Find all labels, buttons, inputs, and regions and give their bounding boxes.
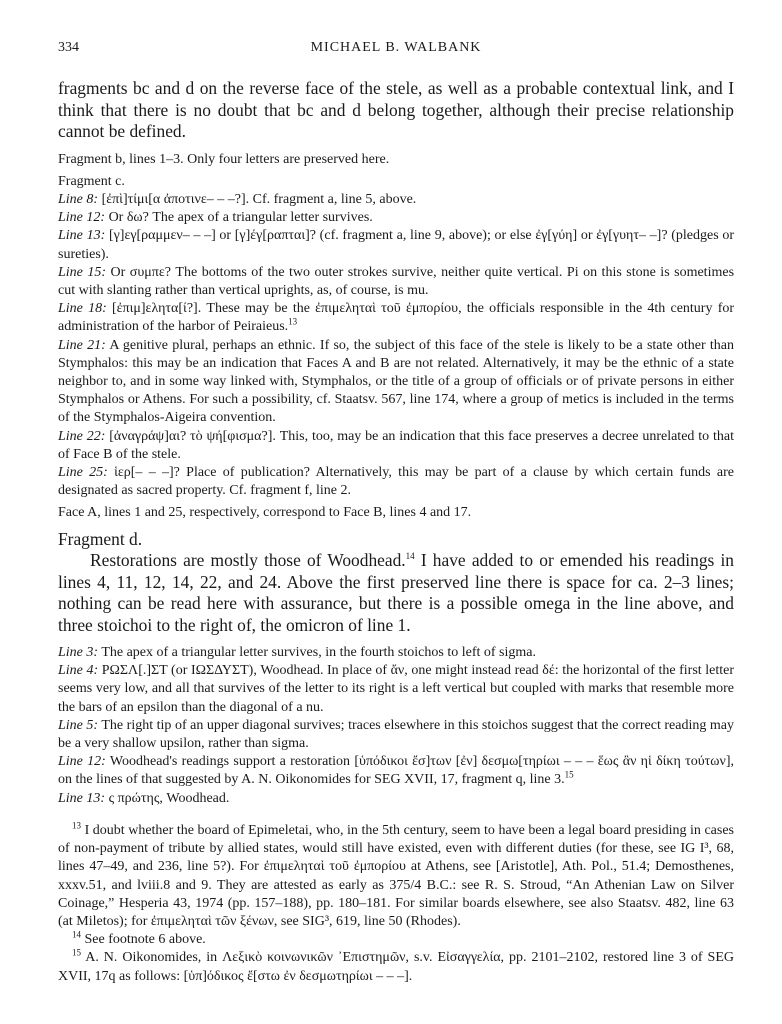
line-note: Line 13: ς πρώτης, Woodhead. — [58, 790, 230, 806]
line-note: Line 18: [ἐπιμ]ελητα[ί?]. These may be the ἐπιμεληταὶ τοῦ ἐμπορίου, the officials responsible in the 4th century for administration of the harbor of Peiraieus.$^{13}$ — [58, 301, 735, 335]
footnote-ref[interactable]: 14 — [405, 551, 415, 562]
fragment-d-notes — [58, 644, 734, 808]
fragment-c-notes — [58, 191, 734, 500]
face-correspondence-note: Face A, lines 1 and 25, respectively, correspond to Face B, lines 4 and 17. — [58, 505, 472, 521]
fragment-d-heading: Fragment d. — [58, 528, 143, 549]
line-note: Line 25: ἱερ[– – –]? Place of publication? Alternatively, this may be part of a clause by which certain funds are designated as sacred property. Cf. fragment f, line 2. — [58, 464, 734, 499]
page-header — [58, 40, 734, 64]
line-note: Line 3: The apex of a triangular letter survives, in the fourth stoichos to left of sigma. — [58, 645, 536, 661]
footnote-ref[interactable]: 13 — [288, 316, 298, 327]
line-note: Line 15: Or συμπε? The bottoms of the two outer strokes survive, neither quite vertical. Pi on this stone is sometimes cut with slanting rather than vertical uprights, as, of course, is mu. — [58, 264, 735, 298]
line-note: Line 8: [ἐπὶ]τίμι[α ἀποτινε– – –?]. Cf. fragment a, line 5, above. — [58, 191, 417, 207]
line-note: Line 22: [ἀναγράψ]αι? τὸ ψή[φισμα?]. This, too, may be an indication that this face preserves a decree unrelated to that of Face B of the stele. — [58, 428, 734, 462]
line-note: Line 12: Or δω? The apex of a triangular letter survives. — [58, 210, 373, 226]
fragment-d-paragraph: Restorations are mostly those of Woodhead.$^{14}$ I have added to or emended his readings in lines 4, 11, 12, 14, 22, and 24. Above the first preserved line there is space for ca. 2–3 lines; nothing can be read here with assurance, but there is a possible omega in the line above, and three stoichoi to the right of, the omicron of line 1. — [58, 550, 734, 635]
line-note: Line 21: A genitive plural, perhaps an ethnic. If so, the subject of this face of the stele is likely to be a state other than Stymphalos: this may be an indication that Faces A and B are not related. Alternatively, it may be the ethnic of a state neighbor to, and in some way linked with, Stymphalos, or the title of a group of officials or of private persons in either Stymphalos or Athens. For such a possibility, cf. Staatsv. 567, line 174, where a group of metics is included in the terms of the Stymphalos-Aigeira convention. — [58, 337, 734, 426]
running-title: MICHAEL B. WALBANK — [310, 40, 482, 55]
line-note: Line 5: The right tip of an upper diagonal survives; traces elsewhere in this stoichos suggest that the correct reading may be a very shallow upsilon, rather than sigma. — [58, 717, 734, 752]
footnotes — [58, 822, 734, 986]
footnote: $^{14}$ See footnote 6 above. — [72, 929, 206, 948]
footnote-ref[interactable]: 15 — [564, 769, 574, 780]
line-note: Line 13: [γ]εγ[ραμμεν– – –] or [γ]έγ[ραπται]? (cf. fragment a, line 9, above); or else ἐγ[γύη] or ἐγ[γυητ– –]? (pledges or sureties). — [58, 228, 734, 262]
line-note: Line 4: ΡΩΣΛ[.]ΣΤ (or ΙΩΣΔΥΣΤ), Woodhead. In place of ἄν, one might instead read δέ: the horizontal of the first letter seems very low, and all that survives of the letter to its right is a left vertical but coupled with marks that resemble more the bars of an epsilon than the diagonal of a nu. — [58, 663, 735, 715]
fragment-c-heading: Fragment c. — [58, 173, 125, 189]
page-number: 334 — [58, 40, 79, 55]
fragment-b-note: Fragment b, lines 1–3. Only four letters are preserved here. — [58, 151, 390, 167]
intro-paragraph: fragments bc and d on the reverse face of the stele, as well as a probable contextual link, and I think that there is no doubt that bc and d belong together, although their precise relationship cannot be defined. — [58, 78, 734, 141]
footnote: $^{13}$ I doubt whether the board of Epimeletai, who, in the 5th century, seem to have been a legal board presiding in cases of non-payment of tribute by allied states, would still have existed, even with different duties (for these, see IG I³, 68, lines 47–49, and 236, line 5?). For ἐπιμεληταὶ τοῦ ἐμπορίου at Athens, see [Aristotle], Ath. Pol., 51.4; Demosthenes, xxxv.51, and lviii.8 and 9. They are attested as early as 375/4 B.C.: see R. S. Stroud, “An Athenian Law on Silver Coinage,” Hesperia 43, 1974 (pp. 157–188), pp. 180–181. For similar boards elsewhere, see also Staatsv. 482, line 63 (at Miletos); for ἐπιμεληταὶ τῶν ξένων, see SIG³, 619, line 50 (Rhodes). — [58, 820, 735, 929]
document-page — [58, 40, 734, 986]
line-note: Line 12: Woodhead's readings support a restoration [ὑπόδικοι ἔσ]των [ἐν] δεσμω[τηρίωι – – – ἕως ἂν ηἱ δίκη τούτων], on the lines of that suggested by A. N. Oikonomides for SEG XVII, 17, fragment q, line 3.15 — [58, 754, 734, 788]
footnote: $^{15}$ A. N. Oikonomides, in Λεξικὸ κοινωνικῶν ᾿Επιστημῶν, s.v. Εἰσαγγελία, pp. 2101–2102, restored line 3 of SEG XVII, 17q as follows: [ὑπ]όδικος ἔ[στω ἐν δεσμωτηρίωι – – –]. — [58, 947, 735, 984]
